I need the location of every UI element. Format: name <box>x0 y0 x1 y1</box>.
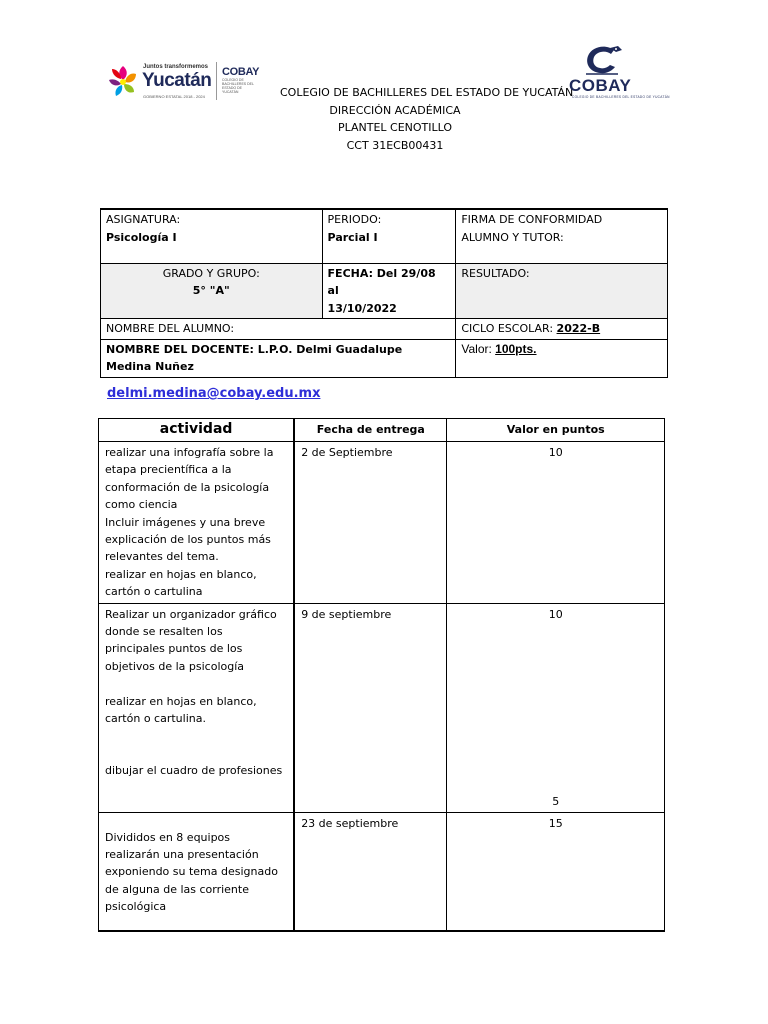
header-text <box>250 84 574 154</box>
activity-date: 2 de Septiembre <box>294 442 447 604</box>
asignatura-value: Psicología I <box>106 230 177 244</box>
ciclo-label: CICLO ESCOLAR: <box>461 322 557 335</box>
activity-date: 9 de septiembre <box>294 603 447 812</box>
resultado-cell <box>456 263 668 319</box>
docente-text: NOMBRE DEL DOCENTE: L.P.O. Delmi Guadalupe Medina Nuñez <box>106 342 403 373</box>
activities-table <box>98 418 665 932</box>
yucatan-logo-footer: GOBIERNO ESTATAL 2018 - 2024 <box>143 94 205 99</box>
cobay-serpent-icon <box>566 44 638 78</box>
firma-cell <box>456 209 668 263</box>
activity-points-cell <box>447 603 665 812</box>
grado-cell <box>101 263 323 319</box>
periodo-label: PERIODO: <box>327 213 382 226</box>
table-row <box>99 812 665 931</box>
firma-line1: FIRMA DE CONFORMIDAD <box>461 213 603 226</box>
activity-points: 10 <box>548 607 563 621</box>
alumno-cell <box>101 319 456 340</box>
valor-cell <box>456 339 668 377</box>
cobay-small-logo-name: COBAY <box>222 66 260 78</box>
activity-points: 15 <box>447 812 665 931</box>
cobay-right-logo <box>566 44 670 102</box>
fecha-line2: 13/10/2022 <box>327 301 397 315</box>
ciclo-cell <box>456 319 668 340</box>
activities-header-row <box>99 419 665 442</box>
header-valor: Valor en puntos <box>447 419 665 442</box>
activity-description: Divididos en 8 equipos realizarán una presentación exponiendo su tema designado de alguna de las corriente psicológica <box>99 812 295 931</box>
cobay-right-logo-name: COBAY <box>569 76 632 95</box>
asignatura-cell <box>101 209 323 263</box>
table-row <box>99 442 665 604</box>
activity-description: realizar una infografía sobre la etapa precientífica a la conformación de la psicología como ciencia Incluir imágenes y una breve explicación de los puntos más relevantes del tema. realizar en hojas en blanco, cartón o cartulina <box>99 442 295 604</box>
teacher-email-link[interactable]: delmi.medina@cobay.edu.mx <box>107 386 321 401</box>
direction-name: DIRECCIÓN ACADÉMICA <box>329 103 461 117</box>
activity-points: 10 <box>447 442 665 604</box>
info-table <box>100 208 668 378</box>
table-row <box>99 603 665 812</box>
activity-points-extra: 5 <box>552 795 560 809</box>
alumno-label: NOMBRE DEL ALUMNO: <box>106 322 235 335</box>
header-actividad: actividad <box>99 419 295 442</box>
valor-value: 100pts. <box>495 341 537 356</box>
grado-label: GRADO Y GRUPO: <box>162 266 260 280</box>
asignatura-label: ASIGNATURA: <box>106 213 181 226</box>
campus-name: PLANTEL CENOTILLO <box>337 121 453 134</box>
cct-code: CCT 31ECB00431 <box>346 138 444 152</box>
valor-label: Valor: <box>461 341 496 356</box>
activity-description: Realizar un organizador gráfico donde se resalten los principales puntos de los objetivos de la psicología realizar en hojas en blanco, cartón o cartulina. dibujar el cuadro de profesiones <box>99 603 295 812</box>
ciclo-value: 2022-B <box>556 322 601 335</box>
firma-line2: ALUMNO Y TUTOR: <box>461 230 564 244</box>
cobay-small-logo-sub: COLEGIO DE BACHILLERES DEL ESTADO DE YUCATÁN <box>222 78 254 94</box>
docente-cell <box>101 339 456 377</box>
school-name: COLEGIO DE BACHILLERES DEL ESTADO DE YUCATÁN <box>280 86 574 99</box>
yucatan-logo <box>106 60 216 104</box>
yucatan-flower-icon <box>106 62 140 100</box>
cobay-right-logo-tagline: COLEGIO DE BACHILLERES DEL ESTADO DE YUCATÁN <box>572 95 670 99</box>
resultado-label: RESULTADO: <box>461 266 530 280</box>
activity-date: 23 de septiembre <box>294 812 447 931</box>
fecha-cell <box>322 263 456 319</box>
periodo-value: Parcial I <box>327 230 378 244</box>
yucatan-logo-name: Yucatán <box>142 70 212 91</box>
periodo-cell <box>322 209 456 263</box>
yucatan-logo-tagline: Juntos transformemos <box>143 64 209 70</box>
header-fecha: Fecha de entrega <box>294 419 447 442</box>
logo-divider <box>216 62 217 100</box>
grado-value: 5° "A" <box>192 284 230 297</box>
fecha-line1: FECHA: Del 29/08 al <box>327 266 436 297</box>
